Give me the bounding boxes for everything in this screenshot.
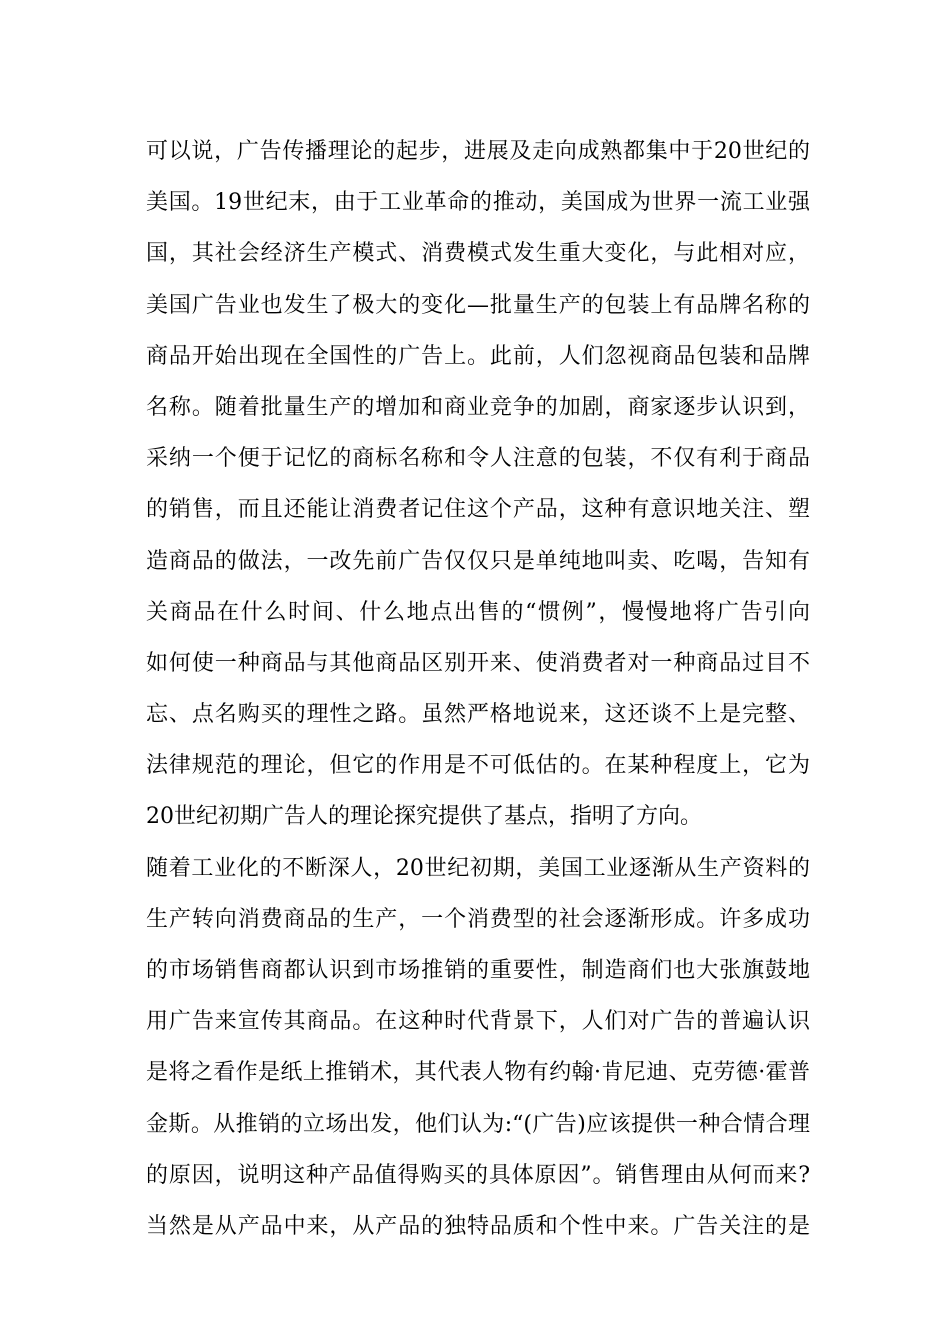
paragraph-2-line-4: 用广告来宣传其商品。在这种时代背景下，人们对广告的普遍认识 [146,1009,810,1035]
paragraph-2-line-1: 随着工业化的不断深人，20世纪初期，美国工业逐渐从生产资料的 [146,855,810,881]
paragraph-1-line-11: 如何使一种商品与其他商品区别开来、使消费者对一种商品过目不 [146,650,810,676]
paragraph-1-line-14: 20世纪初期广告人的理论探究提供了基点，指明了方向。 [146,804,702,830]
paragraph-1-line-2: 美国。19世纪末，由于工业革命的推动，美国成为世界一流工业强 [146,190,810,216]
paragraph-1-line-6: 名称。随着批量生产的增加和商业竞争的加剧，商家逐步认识到， [146,394,810,420]
paragraph-2-line-3: 的市场销售商都认识到市场推销的重要性，制造商们也大张旗鼓地 [146,958,810,983]
paragraph-2-line-5: 是将之看作是纸上推销术，其代表人物有约翰·肯尼迪、克劳德·霍普 [146,1060,810,1086]
paragraph-1-line-7: 采纳一个便于记忆的商标名称和令人注意的包装，不仅有利于商品 [146,446,810,472]
paragraph-1-line-5: 商品开始出现在全国性的广告上。此前，人们忽视商品包装和品牌 [146,343,810,369]
paragraph-1-line-3: 国，其社会经济生产模式、消费模式发生重大变化，与此相对应， [146,241,810,267]
paragraph-2-line-2: 生产转向消费商品的生产，一个消费型的社会逐渐形成。许多成功 [146,906,810,932]
paragraph-2-line-7: 的原因，说明这种产品值得购买的具体原因”。销售理由从何而来? [146,1162,810,1188]
paragraph-1-line-8: 的销售，而且还能让消费者记住这个产品，这种有意识地关注、塑 [146,497,810,523]
paragraph-1-line-13: 法律规范的理论，但它的作用是不可低估的。在某种程度上，它为 [146,753,810,779]
paragraph-1-line-12: 忘、点名购买的理性之路。虽然严格地说来，这还谈不上是完整、 [146,702,810,728]
document-body [146,126,810,1252]
paragraph-1-line-9: 造商品的做法，一改先前广告仅仅只是单纯地叫卖、吃喝，告知有 [146,548,810,574]
paragraph-2-line-6: 金斯。从推销的立场出发，他们认为:“(广告)应该提供一种合情合理 [146,1111,810,1137]
paragraph-1-line-4: 美国广告业也发生了极大的变化—批量生产的包装上有品牌名称的 [146,292,810,318]
paragraph-1-line-10: 关商品在什么时间、什么地点出售的“惯例”，慢慢地将广告引向 [146,599,810,625]
paragraph-2-line-8: 当然是从产品中来，从产品的独特品质和个性中来。广告关注的是 [146,1213,810,1239]
paragraph-1-line-1: 可以说，广告传播理论的起步，进展及走向成熟都集中于20世纪的 [146,139,810,164]
